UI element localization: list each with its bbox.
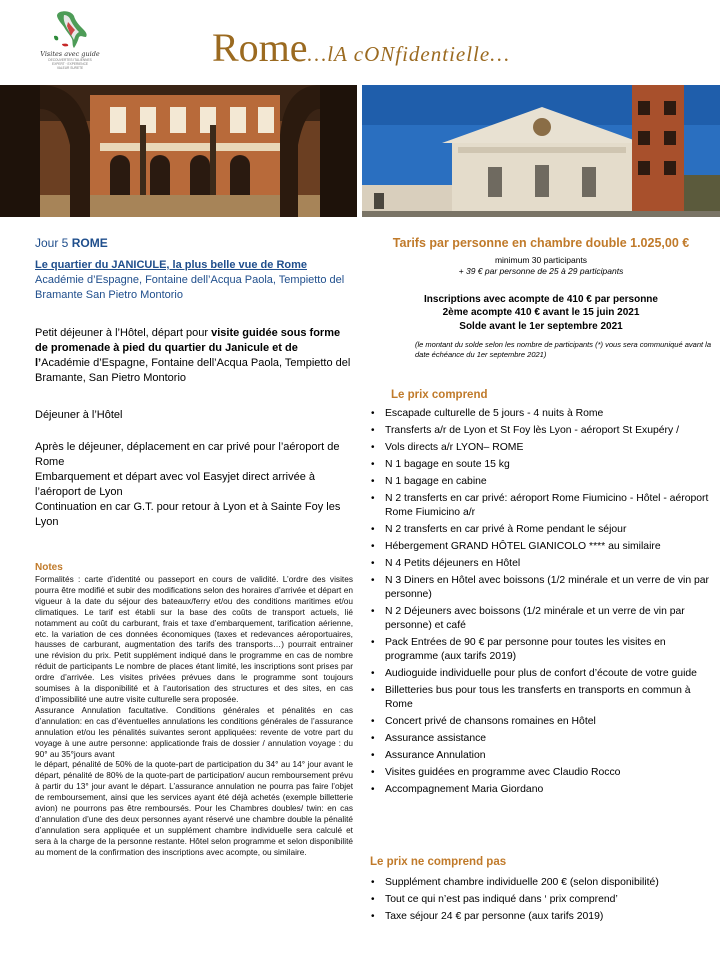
lunch-text: Déjeuner à l’Hôtel (35, 409, 123, 421)
logo-tagline: DECOUVERTES ITALIENNES EXPERT · EXPERIENCE VALEUR SURETE (48, 58, 92, 71)
notes-paragraph: le départ, pénalité de 50% de la quote-part de participation du 34° au 14° jour avant le départ, pénalité de 80% de la quote-part de participation/ aucun remboursement prévu à partir du 13° jour avant le départ. L’assurance annulation ne pourra pas faire l’objet de remboursement, ainsi que les services ayant été déjà achetés (exemple billetterie avion) ne pourrons pas être remboursés. Pour les Chambres doubles/ twin: en cas d’annulation d’une des deux personnes ayant réservé une chambre double la pénalité d’annulation sera appliquée et un supplément chambre individuelle sera calculé et sera à la charge de la personne restante. Hôtel selon programme et selon disponibilité au moment de la confirmation des inscriptions avec acompte, ou similaire. (35, 759, 353, 857)
inscription-line: Solde avant le 1er septembre 2021 (459, 321, 623, 332)
title-main: Rome (212, 25, 308, 70)
list-item: • N 1 bagage en cabine (370, 475, 710, 489)
page-title (212, 24, 510, 71)
morning-program: Petit déjeuner à l’Hôtel, départ pour visite guidée sous forme de promenade à pied du quartier du Janicule et de l’Académie d’Espagne, Fontaine dell’Acqua Paola, Tempietto del Bramante, San Pietro Montorio (35, 327, 351, 384)
list-item: • Visites guidées en programme avec Claudio Rocco (370, 766, 710, 780)
list-item: • Pack Entrées de 90 € par personne pour toutes les visites en programme (aux tarifs 2019) (370, 636, 710, 664)
list-item: • Accompagnement Maria Giordano (370, 783, 710, 797)
courtyard-arcade-photo (0, 85, 357, 217)
list-item: • N 4 Petits déjeuners en Hôtel (370, 557, 710, 571)
afternoon-line: Embarquement et départ avec vol Easyjet direct arrivée à l’aéroport de Lyon (35, 471, 316, 498)
list-item: • N 2 transferts en car privé à Rome pendant le séjour (370, 523, 710, 537)
list-item: • Escapade culturelle de 5 jours - 4 nuits à Rome (370, 407, 710, 421)
comprend-heading: Le prix comprend (391, 389, 488, 401)
list-item: • Vols directs a/r LYON– ROME (370, 441, 710, 455)
notes-body (35, 574, 353, 858)
list-item: • Audioguide individuelle pour plus de confort d’écoute de votre guide (370, 667, 710, 681)
list-item: • N 2 transferts en car privé: aéroport Rome Fiumicino - Hôtel - aéroport Rome Fiumicino a/r (370, 492, 710, 520)
afternoon-program (35, 440, 353, 530)
ne-comprend-heading: Le prix ne comprend pas (370, 856, 507, 868)
list-item: • N 1 bagage en soute 15 kg (370, 458, 710, 472)
list-item: • Hébergement GRAND HÔTEL GIANICOLO **** au similaire (370, 540, 710, 554)
list-item: • Assurance Annulation (370, 749, 710, 763)
list-item: • Concert privé de chansons romaines en Hôtel (370, 715, 710, 729)
day-intro: Le quartier du JANICULE, la plus belle vue de Rome Académie d’Espagne, Fontaine dell’Acqua Paola, Tempietto del Bramante San Pietro Montorio (35, 259, 345, 301)
logo-name: Visites avec guide (40, 50, 100, 58)
logo (34, 10, 106, 74)
list-item: • Taxe séjour 24 € par personne (aux tarifs 2019) (370, 910, 710, 924)
janicule-link[interactable]: Le quartier du JANICULE, la plus belle vue de Rome (35, 259, 308, 271)
notes-paragraph: Assurance Annulation facultative. Conditions générales et pénalités en cas d’annulation: en cas d’éventuelles annulations les conditions générales de l’assurance annulation et/ou les pénalités suivantes seront appliquées: revente de votre part du voyage à une autre personne: applicationde frais de dossier / annulation voyage : du 90° au 35°jours avant (35, 704, 353, 759)
tarifs-heading: Tarifs par personne en chambre double 1.025,00 € (392, 236, 690, 250)
list-item: • Transferts a/r de Lyon et St Foy lès Lyon - aéroport St Exupéry / (370, 424, 710, 438)
title-sub: …lA cONfidentielle… (307, 42, 510, 66)
list-item: • N 3 Diners en Hôtel avec boissons (1/2 minérale et un verre de vin par personne) (370, 574, 710, 602)
afternoon-line: Après le déjeuner, déplacement en car privé pour l’aéroport de Rome (35, 441, 340, 468)
ne-comprend-list (370, 876, 710, 927)
notes-paragraph: Formalités : carte d’identité ou passeport en cours de validité. L’ordre des visites pourra être modifié et subir des modifications selon des horaires d’arrivée et départ en vigueur à la date du séjour des bateaux/ferry et/ou des conditions maritimes et/ou climatiques. Le tarif est établi sur la base des coûts de transport actuels, lié notamment au coût du carburant, frais et taxe d’embarquement, tarification aérienne, etc. la variation de ces données économiques (taxes et redevances aéroportuaires, hausses de carburant, augmentation des tarifs des transports…) pourrait entrainer une révision du prix. Petit supplément indiqué dans le programme en cas de nombre réduit de participants Le nombre de places étant limité, les inscriptions sont prises par ordre d’arrivée. Les visites privées prévues dans le programme sont toujours soumises à la disponibilité et à l’autorisation des structures et des sites, en cas d’impossibilité une autre visite culturelle sera proposée. (35, 574, 353, 704)
italy-map-icon (48, 10, 92, 50)
list-item: • Supplément chambre individuelle 200 € (selon disponibilité) (370, 876, 710, 890)
supplement-line: + 39 € par personne de 25 à 29 participants (458, 266, 624, 276)
list-item: • N 2 Déjeuners avec boissons (1/2 minérale et un verre de vin par personne) et café (370, 605, 710, 633)
comprend-list (370, 407, 710, 800)
notes-heading: Notes (35, 562, 63, 573)
afternoon-line: Continuation en car G.T. pour retour à Lyon et à Sainte Foy les Lyon (35, 501, 341, 528)
inscription-line: Inscriptions avec acompte de 410 € par personne (424, 294, 658, 305)
min-participants: minimum 30 participants (494, 255, 588, 265)
day-heading: Jour 5 ROME (35, 236, 108, 250)
solde-note: (le montant du solde selon les nombre de participants (*) vous sera communiqué avant la date échéance du 1er septembre 2021) (415, 340, 711, 359)
church-facade-photo (362, 85, 720, 217)
list-item: • Tout ce qui n’est pas indiqué dans ‘ prix comprend’ (370, 893, 710, 907)
inscription-line: 2ème acompte 410 € avant le 15 juin 2021 (442, 307, 640, 318)
list-item: • Billetteries bus pour tous les transferts en transports en commun à Rome (370, 684, 710, 712)
list-item: • Assurance assistance (370, 732, 710, 746)
